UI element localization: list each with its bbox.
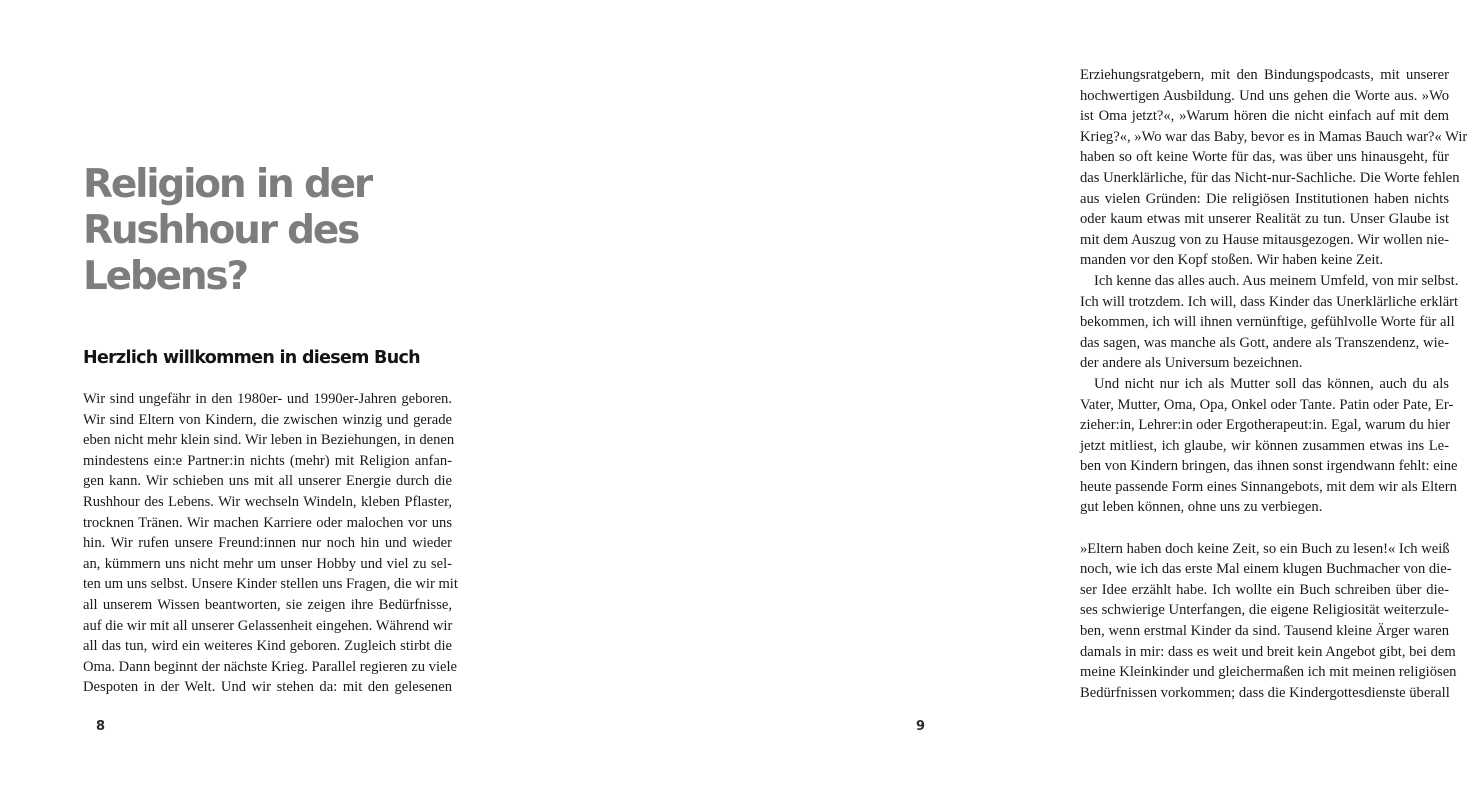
- text-line: der andere als Universum bezeichnen.: [1080, 355, 1303, 372]
- text-line: Despoten in der Welt. Und wir stehen da: mit den gelesenen: [83, 679, 452, 696]
- text-line: ist Oma jetzt?«, »Warum hören die nicht einfach auf mit dem: [1080, 108, 1449, 125]
- text-line: jetzt mitliest, ich glaube, wir können zusammen etwas ins Le-: [1080, 437, 1449, 454]
- text-line: heute passende Form eines Sinnangebots, mit dem wir als Eltern: [1080, 478, 1457, 495]
- text-line: ser Idee erzählt habe. Ich wollte ein Buch schreiben über die-: [1080, 581, 1449, 598]
- section-heading: Herzlich willkommen in diesem Buch: [83, 348, 420, 368]
- paragraph: [1080, 271, 1459, 374]
- text-line: auf die wir mit all unserer Gelassenheit eingehen. Während wir: [83, 617, 453, 634]
- text-line: das Unerklärliche, für das Nicht-nur-Sachliche. Die Worte fehlen: [1080, 169, 1460, 186]
- text-line: all das tun, wird ein weiteres Kind geboren. Zugleich stirbt die: [83, 638, 452, 655]
- text-line: ben von Kindern bringen, das ihnen sonst irgendwann fehlt: eine: [1080, 458, 1458, 475]
- text-line: Vater, Mutter, Oma, Opa, Onkel oder Tante. Patin oder Pate, Er-: [1080, 396, 1454, 413]
- text-line: ben, wenn erstmal Kinder da sind. Tausend kleine Ärger waren: [1080, 623, 1449, 640]
- text-line: trocknen Tränen. Wir machen Karriere oder malochen vor uns: [83, 514, 452, 531]
- page-number-left: 8: [96, 719, 106, 734]
- paragraph: [1080, 374, 1458, 518]
- text-line: das sagen, was manche als Gott, andere als Transzendenz, wie-: [1080, 334, 1449, 351]
- chapter-title-line: Religion in der: [83, 162, 371, 207]
- text-line: zieher:in, Lehrer:in oder Ergotherapeut:in. Egal, warum du hier: [1080, 417, 1451, 434]
- text-line: mit dem Auszug von zu Hause mitausgezogen. Wir wollen nie-: [1080, 231, 1449, 248]
- chapter-title-line: Lebens?: [83, 254, 247, 299]
- text-line: mindestens ein:e Partner:in nichts (mehr) mit Religion anfan-: [83, 452, 452, 469]
- text-line: »Eltern haben doch keine Zeit, so ein Buch zu lesen!« Ich weiß: [1080, 540, 1450, 557]
- text-line: ses schwierige Unterfangen, die eigene Religiosität weiterzule-: [1080, 602, 1449, 619]
- left-body-text: [83, 389, 458, 698]
- paragraph: [1080, 65, 1467, 271]
- page-number-right: 9: [916, 719, 926, 734]
- text-line: Ich kenne das alles auch. Aus meinem Umfeld, von mir selbst.: [1094, 272, 1459, 289]
- text-line: Krieg?«, »Wo war das Baby, bevor es in Mamas Bauch war?« Wir: [1080, 128, 1467, 145]
- text-line: manden vor den Kopf stoßen. Wir haben keine Zeit.: [1080, 252, 1384, 269]
- text-line: oder kaum etwas mit unserer Realität zu tun. Unser Glaube ist: [1080, 211, 1449, 228]
- text-line: bekommen, ich will ihnen vernünftige, gefühlvolle Worte für all: [1080, 314, 1455, 331]
- left-page: [0, 0, 510, 812]
- text-line: Wir sind ungefähr in den 1980er- und 1990er-Jahren geboren.: [83, 391, 452, 407]
- chapter-title: [83, 162, 483, 300]
- text-line: gen kann. Wir schieben uns mit all unserer Energie durch die: [83, 473, 452, 490]
- text-line: an, kümmern uns nicht mehr um unser Hobby und viel zu sel-: [83, 555, 452, 572]
- text-line: Erziehungsratgebern, mit den Bindungspodcasts, mit unserer: [1080, 67, 1449, 83]
- text-line: noch, wie ich das erste Mal einem klugen Buchmacher von die-: [1080, 561, 1452, 578]
- paragraph: [1080, 539, 1457, 704]
- text-line: gut leben können, ohne uns zu verbiegen.: [1080, 499, 1323, 516]
- text-line: Bedürfnissen vorkommen; dass die Kindergottesdienste überall: [1080, 684, 1450, 701]
- text-line: all unserem Wissen beantworten, sie zeigen ihre Bedürfnisse,: [83, 596, 452, 613]
- text-line: Rushhour des Lebens. Wir wechseln Windeln, kleben Pflaster,: [83, 493, 452, 510]
- text-line: damals in mir: dass es weit und breit kein Angebot gibt, bei dem: [1080, 643, 1456, 660]
- text-line: hin. Wir rufen unsere Freund:innen nur noch hin und wieder: [83, 535, 452, 552]
- text-line: Wir sind Eltern von Kindern, die zwischen winzig und gerade: [83, 411, 452, 428]
- text-line: Und nicht nur ich als Mutter soll das können, auch du als: [1094, 375, 1449, 392]
- paragraph-gap: [1080, 518, 1449, 539]
- text-line: ten um uns selbst. Unsere Kinder stellen uns Fragen, die wir mit: [83, 576, 458, 593]
- text-line: hochwertigen Ausbildung. Und uns gehen die Worte aus. »Wo: [1080, 87, 1449, 104]
- right-page: [510, 0, 1467, 812]
- text-line: Oma. Dann beginnt der nächste Krieg. Parallel regieren zu viele: [83, 658, 458, 675]
- chapter-title-line: Rushhour des: [83, 208, 359, 253]
- text-line: haben so oft keine Worte für das, was über uns hinausgeht, für: [1080, 149, 1449, 166]
- text-line: meine Kleinkinder und gleichermaßen ich mit meinen religiösen: [1080, 664, 1457, 681]
- right-body-text: [1080, 65, 1467, 703]
- text-line: eben nicht mehr klein sind. Wir leben in Beziehungen, in denen: [83, 432, 455, 449]
- text-line: Ich will trotzdem. Ich will, dass Kinder das Unerklärliche erklärt: [1080, 293, 1459, 310]
- text-line: aus vielen Gründen: Die religiösen Institutionen haben nichts: [1080, 190, 1449, 207]
